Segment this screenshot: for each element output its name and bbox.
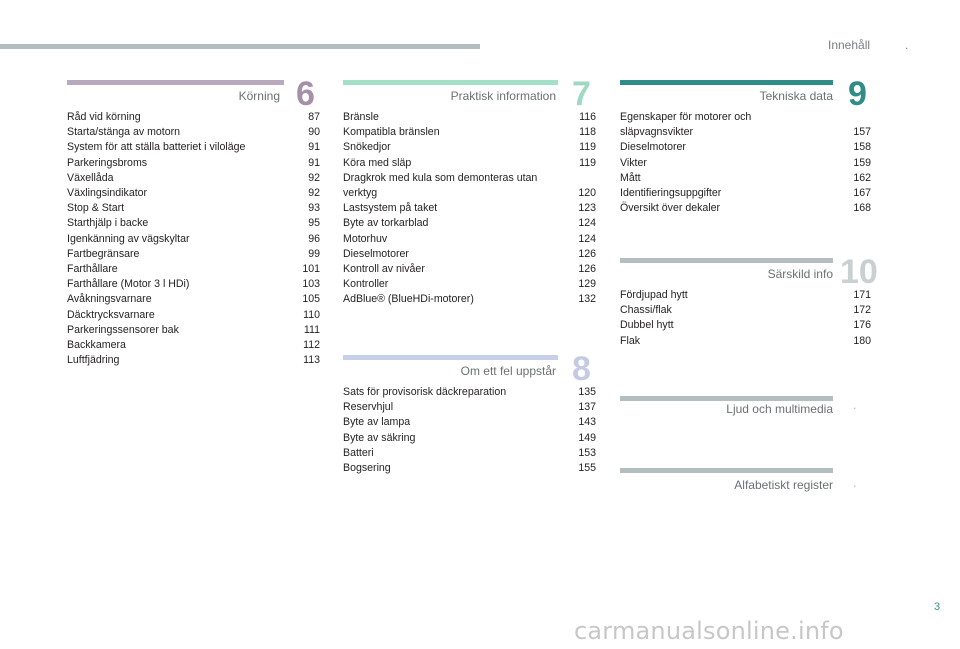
toc-entry[interactable] (67, 216, 320, 231)
toc-entry[interactable] (343, 201, 596, 216)
toc-entry[interactable] (67, 140, 320, 155)
entry-page: 167 (853, 187, 871, 200)
entry-page: 149 (578, 431, 596, 444)
toc-entry[interactable] (620, 186, 871, 201)
entry-text: Bogsering (343, 462, 391, 475)
entry-page: 159 (853, 156, 871, 169)
entry-page: 103 (302, 278, 320, 291)
entry-text: Byte av torkarblad (343, 217, 429, 230)
toc-entry[interactable] (67, 277, 320, 292)
toc-entry[interactable] (67, 232, 320, 247)
toc-entry[interactable] (343, 247, 596, 262)
entry-page: 162 (853, 171, 871, 184)
entry-page: 168 (853, 202, 871, 215)
toc-entry[interactable] (67, 262, 320, 277)
entry-text: Avåkningsvarnare (67, 293, 152, 306)
entry-page: 92 (308, 171, 320, 184)
entry-list (343, 110, 596, 308)
section-bar (620, 468, 833, 473)
entry-text: Mått (620, 171, 641, 184)
section-marker-dot: . (853, 398, 857, 412)
entry-list (620, 110, 871, 216)
entry-page: 113 (303, 354, 320, 367)
entry-text: Backkamera (67, 339, 126, 352)
entry-text: Byte av lampa (343, 416, 411, 429)
section-title[interactable]: Körning (238, 89, 280, 103)
entry-page: 95 (308, 217, 320, 230)
entry-page: 176 (853, 319, 871, 332)
section-number: 9 (848, 75, 867, 113)
entry-page: 99 (308, 247, 320, 260)
entry-page: 180 (853, 334, 871, 347)
entry-text: Starthjälp i backe (67, 217, 149, 230)
entry-page: 92 (308, 187, 320, 200)
toc-entry[interactable] (620, 156, 871, 171)
entry-text: Egenskaper för motorer och släpvagnsvikter (620, 111, 752, 139)
entry-page: 158 (853, 141, 871, 154)
toc-entry[interactable] (620, 303, 871, 318)
entry-text: Flak (620, 334, 641, 347)
entry-page: 126 (578, 247, 596, 260)
toc-entry[interactable] (67, 110, 320, 125)
entry-page: 112 (303, 339, 320, 352)
toc-entry[interactable] (67, 201, 320, 216)
entry-text: Kompatibla bränslen (343, 126, 440, 139)
toc-entry[interactable] (67, 338, 320, 353)
entry-page: 123 (578, 202, 596, 215)
entry-text: Översikt över dekaler (620, 202, 721, 215)
toc-entry[interactable] (343, 216, 596, 231)
entry-text: Farthållare (Motor 3 l HDi) (67, 278, 190, 291)
entry-page: 171 (853, 289, 871, 301)
entry-text: Stop & Start (67, 202, 125, 215)
toc-entry[interactable] (620, 110, 871, 140)
entry-text: Parkeringssensorer bak (67, 323, 179, 336)
toc-entry[interactable] (67, 353, 320, 368)
section-bar (620, 258, 833, 263)
toc-entry[interactable] (343, 110, 596, 125)
entry-text: Råd vid körning (67, 111, 141, 123)
toc-entry[interactable] (67, 247, 320, 262)
section-title[interactable]: Tekniska data (759, 89, 833, 103)
entry-page: 119 (579, 156, 596, 169)
section-title[interactable]: Praktisk information (450, 89, 556, 103)
entry-text: Växlingsindikator (67, 187, 148, 200)
entry-text: Köra med släp (343, 156, 412, 169)
toc-entry[interactable] (343, 262, 596, 277)
toc-entry[interactable] (67, 156, 320, 171)
toc-entry[interactable] (343, 292, 596, 307)
entry-text: Identifieringsuppgifter (620, 187, 722, 200)
entry-page: 143 (578, 416, 596, 429)
entry-text: Igenkänning av vägskyltar (67, 232, 190, 245)
entry-text: Lastsystem på taket (343, 202, 438, 215)
entry-text: Kontroller (343, 278, 389, 291)
toc-entry[interactable] (620, 318, 871, 333)
entry-text: Dieselmotorer (343, 247, 409, 260)
entry-text: AdBlue® (BlueHDi-motorer) (343, 293, 474, 306)
entry-page: 126 (578, 263, 596, 276)
section-bar (620, 396, 833, 401)
entry-text: Parkeringsbroms (67, 156, 148, 169)
section-number: 10 (840, 253, 878, 291)
entry-text: Sats för provisorisk däckreparation (343, 386, 507, 398)
entry-page: 118 (579, 126, 596, 139)
section-number: 7 (572, 75, 591, 113)
page-title-dot: . (905, 38, 909, 52)
entry-page: 90 (308, 126, 320, 139)
section-title[interactable]: Alfabetiskt register (734, 478, 833, 492)
entry-page: 111 (303, 323, 320, 336)
toc-entry[interactable] (67, 323, 320, 338)
entry-page: 116 (579, 111, 596, 123)
entry-text: Dragkrok med kula som demonteras utan verktyg (343, 171, 538, 200)
section-title[interactable]: Särskild info (767, 267, 833, 281)
section-number: 6 (296, 75, 315, 113)
toc-entry[interactable] (343, 125, 596, 140)
toc-entry[interactable] (67, 186, 320, 201)
entry-page: 124 (578, 217, 596, 230)
entry-text: Starta/stänga av motorn (67, 126, 181, 139)
page-number: 3 (934, 601, 941, 613)
toc-entry[interactable] (343, 277, 596, 292)
section-title[interactable]: Ljud och multimedia (726, 402, 833, 416)
toc-entry[interactable] (67, 292, 320, 307)
entry-text: Luftfjädring (67, 354, 120, 367)
entry-page: 119 (579, 141, 596, 154)
entry-page: 172 (853, 304, 871, 317)
toc-entry[interactable] (620, 140, 871, 155)
entry-page: 91 (308, 141, 320, 154)
entry-page: 96 (308, 232, 320, 245)
top-decor-bar (0, 44, 480, 49)
entry-text: Byte av säkring (343, 431, 416, 444)
entry-text: Motorhuv (343, 232, 388, 245)
section-number: 8 (572, 350, 591, 388)
toc-entry[interactable] (67, 308, 320, 323)
entry-page: 101 (302, 263, 320, 276)
entry-text: Chassi/flak (620, 304, 672, 317)
entry-list (343, 385, 596, 476)
entry-text: Snökedjor (343, 141, 391, 154)
entry-page: 155 (578, 462, 596, 475)
section-bar (620, 80, 833, 85)
entry-text: Vikter (620, 156, 647, 169)
entry-text: Reservhjul (343, 401, 394, 414)
entry-text: Batteri (343, 446, 374, 459)
entry-text: Växellåda (67, 171, 114, 184)
entry-text: Däcktrycksvarnare (67, 308, 155, 321)
entry-page: 124 (578, 232, 596, 245)
entry-list (620, 288, 871, 349)
page-title: Innehåll (828, 38, 871, 52)
entry-page: 129 (578, 278, 596, 291)
entry-page: 132 (578, 293, 596, 306)
entry-text: Fartbegränsare (67, 247, 140, 260)
toc-entry[interactable] (343, 385, 596, 400)
section-marker-dot: . (853, 476, 857, 490)
section-bar (67, 80, 284, 85)
entry-page: 91 (308, 156, 320, 169)
entry-page: 137 (578, 401, 596, 414)
entry-text: Farthållare (67, 263, 118, 276)
entry-list (67, 110, 320, 368)
entry-page: 157 (853, 126, 871, 139)
entry-page: 93 (308, 202, 320, 215)
entry-page: 120 (578, 187, 596, 200)
toc-entry[interactable] (620, 171, 871, 186)
toc-entry[interactable] (343, 156, 596, 171)
toc-entry[interactable] (343, 461, 596, 476)
entry-page: 87 (308, 111, 320, 123)
section-bar (343, 80, 558, 85)
section-title[interactable]: Om ett fel uppstår (460, 364, 556, 378)
toc-entry[interactable] (343, 415, 596, 430)
entry-text: Dubbel hytt (620, 319, 674, 332)
toc-entry[interactable] (343, 140, 596, 155)
watermark: carmanualsonline.info (574, 617, 844, 645)
entry-page: 135 (578, 386, 596, 398)
toc-entry[interactable] (620, 201, 871, 216)
entry-text: System för att ställa batteriet i viloläge (67, 141, 246, 154)
entry-page: 105 (302, 293, 320, 306)
entry-page: 153 (578, 446, 596, 459)
toc-entry[interactable] (343, 431, 596, 446)
toc-entry[interactable] (343, 232, 596, 247)
toc-entry[interactable] (67, 125, 320, 140)
toc-entry[interactable] (343, 400, 596, 415)
entry-text: Dieselmotorer (620, 141, 686, 154)
toc-entry[interactable] (343, 446, 596, 461)
entry-page: 110 (303, 308, 320, 321)
entry-text: Fördjupad hytt (620, 289, 688, 301)
toc-entry[interactable] (67, 171, 320, 186)
toc-entry[interactable] (620, 288, 871, 303)
section-bar (343, 355, 558, 360)
entry-text: Bränsle (343, 111, 379, 123)
entry-text: Kontroll av nivåer (343, 263, 425, 276)
toc-entry[interactable] (620, 334, 871, 349)
toc-entry[interactable] (343, 171, 596, 201)
